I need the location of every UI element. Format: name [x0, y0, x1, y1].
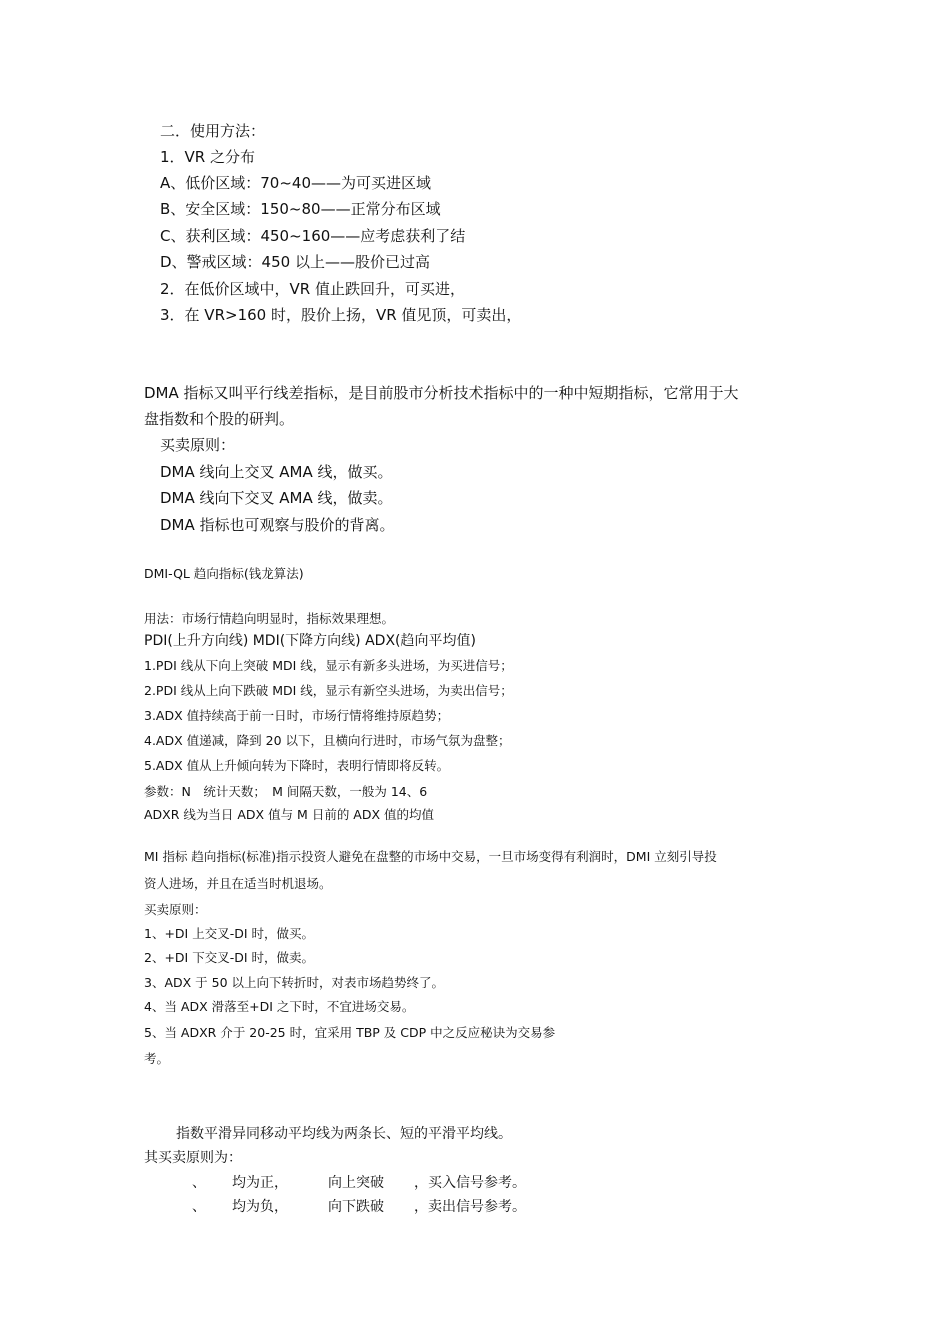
dmiql-item-1: 1.PDI 线从下向上突破 MDI 线，显示有新多头进场，为买进信号； [144, 658, 513, 673]
vr-zone-profit: C、获利区域：450~160——应考虑获利了结 [160, 227, 466, 245]
macd-row-2-mark: 、 [192, 1199, 206, 1215]
macd-rule-heading: 其买卖原则为： [144, 1150, 242, 1166]
mi-intro-line-2: 资人进场，并且在适当时机退场。 [144, 876, 332, 891]
mi-intro-line-1: MI 指标 趋向指标(标准)指示投资人避免在盘整的市场中交易，一旦市场变得有利润时，DMI 立刻引导投 [144, 849, 717, 864]
macd-row-1-signal: ，买入信号参考。 [414, 1175, 526, 1191]
macd-row-2-cond: 均为负， [232, 1199, 288, 1215]
mi-rule-1: 1、+DI 上交叉-DI 时，做买。 [144, 926, 315, 941]
mi-rule-heading: 买卖原则： [144, 902, 207, 917]
dmiql-params: 参数：N 统计天数； M 间隔天数，一般为 14、6 [144, 784, 428, 799]
dmiql-usage: 用法：市场行情趋向明显时，指标效果理想。 [144, 611, 395, 626]
dmiql-item-2: 2.PDI 线从上向下跌破 MDI 线，显示有新空头进场，为卖出信号； [144, 683, 513, 698]
dma-rule-buy: DMA 线向上交叉 AMA 线，做买。 [160, 463, 393, 481]
mi-rule-5-line-2: 考。 [144, 1051, 170, 1066]
vr-zone-alert: D、警戒区域：450 以上——股价已过高 [160, 253, 430, 271]
dma-intro-line-1: DMA 指标又叫平行线差指标，是目前股市分析技术指标中的一种中短期指标，它常用于大 [144, 384, 739, 402]
vr-usage-heading: 二．使用方法： [160, 122, 266, 140]
macd-intro: 指数平滑异同移动平均线为两条长、短的平滑平均线。 [176, 1126, 512, 1142]
dma-intro-line-2: 盘指数和个股的研判。 [144, 410, 295, 428]
dma-rule-heading: 买卖原则： [160, 436, 236, 454]
dmiql-adxr-def: ADXR 线为当日 ADX 值与 M 日前的 ADX 值的均值 [144, 807, 435, 822]
macd-row-1-mark: 、 [192, 1175, 206, 1191]
dmiql-legend: PDI(上升方向线) MDI(下降方向线) ADX(趋向平均值) [144, 633, 476, 649]
macd-rule-row-2 [0, 1200, 950, 1218]
mi-rule-3: 3、ADX 于 50 以上向下转折时，对表市场趋势终了。 [144, 975, 445, 990]
macd-row-2-cross: 向下跌破 [328, 1199, 384, 1215]
macd-row-1-cross: 向上突破 [328, 1175, 384, 1191]
mi-rule-2: 2、+DI 下交叉-DI 时，做卖。 [144, 950, 315, 965]
vr-sell-rule: 3．在 VR>160 时，股价上扬，VR 值见顶，可卖出， [160, 306, 522, 324]
dmiql-title: DMI-QL 趋向指标(钱龙算法) [144, 566, 304, 581]
dmiql-item-4: 4.ADX 值递减，降到 20 以下，且横向行进时，市场气氛为盘整； [144, 733, 511, 748]
vr-zone-safe: B、安全区域：150~80——正常分布区域 [160, 200, 441, 218]
mi-rule-4: 4、当 ADX 滑落至+DI 之下时，不宜进场交易。 [144, 999, 415, 1014]
macd-row-1-cond: 均为正， [232, 1175, 288, 1191]
vr-distribution-title: 1．VR 之分布 [160, 148, 255, 166]
vr-buy-rule: 2．在低价区域中，VR 值止跌回升，可买进， [160, 280, 465, 298]
vr-zone-low: A、低价区域：70~40——为可买进区域 [160, 174, 432, 192]
dmiql-item-5: 5.ADX 值从上升倾向转为下降时，表明行情即将反转。 [144, 758, 450, 773]
macd-row-2-signal: ，卖出信号参考。 [414, 1199, 526, 1215]
dma-rule-divergence: DMA 指标也可观察与股价的背离。 [160, 516, 395, 534]
dma-rule-sell: DMA 线向下交叉 AMA 线，做卖。 [160, 489, 393, 507]
macd-rule-row-1 [0, 1176, 950, 1194]
mi-rule-5-line-1: 5、当 ADXR 介于 20-25 时，宜采用 TBP 及 CDP 中之反应秘诀为交易参 [144, 1025, 556, 1040]
dmiql-item-3: 3.ADX 值持续高于前一日时，市场行情将维持原趋势； [144, 708, 450, 723]
